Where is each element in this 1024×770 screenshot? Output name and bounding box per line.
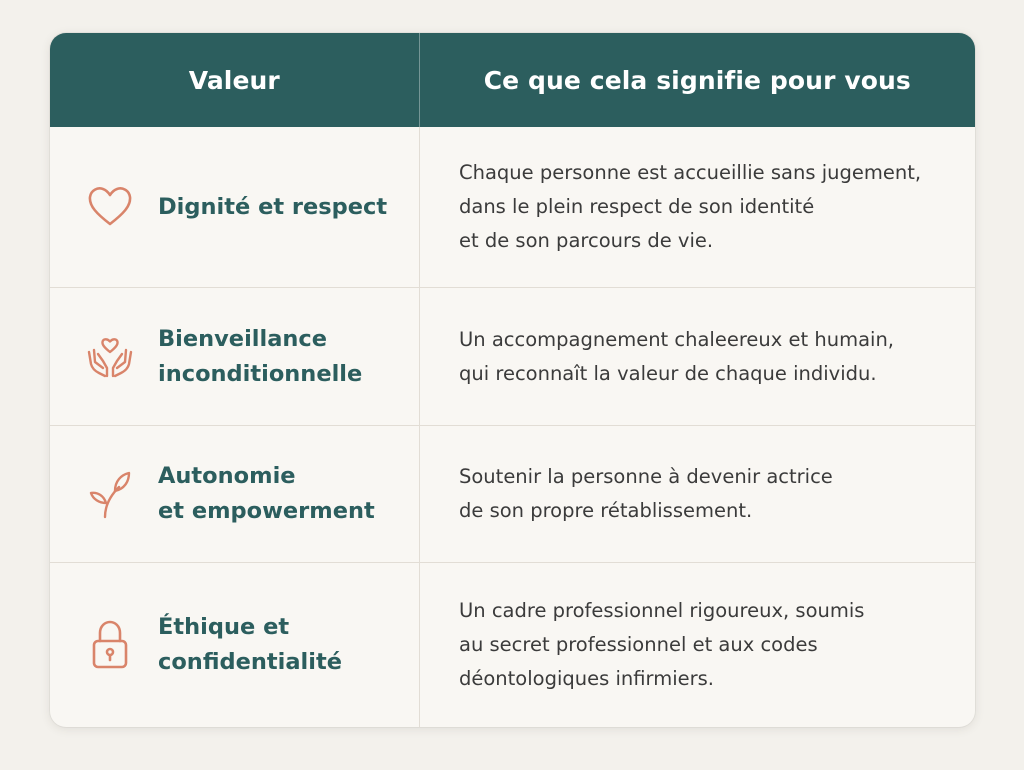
value-label: Dignité et respect: [158, 193, 388, 220]
value-cell: [50, 426, 419, 562]
table-row: [50, 127, 975, 288]
table-row: [50, 288, 975, 426]
meaning-cell: [419, 288, 975, 425]
padlock-icon: [82, 617, 138, 673]
value-cell: [50, 127, 419, 287]
value-cell: [50, 563, 419, 727]
header-meaning: Ce que cela signifie pour vous: [419, 33, 975, 127]
meaning-cell: [419, 127, 975, 287]
value-label: Autonomie et empowerment: [158, 463, 375, 524]
values-table: [50, 33, 975, 727]
caring-hands-icon: [82, 329, 138, 385]
meaning-text: Soutenir la personne à devenir actrice de son propre rétablissement.: [459, 465, 833, 522]
table-body: [50, 127, 975, 727]
value-label: Éthique et confidentialité: [158, 614, 342, 675]
meaning-cell: [419, 426, 975, 562]
meaning-text: Un accompagnement chaleereux et humain, qui reconnaît la valeur de chaque individu.: [459, 327, 895, 385]
heart-icon: [82, 179, 138, 235]
value-label: Bienveillance inconditionnelle: [158, 325, 363, 387]
table-header: [50, 33, 975, 127]
header-value: Valeur: [188, 65, 280, 95]
table-row: [50, 563, 975, 727]
table-row: [50, 426, 975, 563]
meaning-text: Chaque personne est accueillie sans jugement, dans le plein respect de son identité et de son parcours de vie.: [459, 161, 922, 252]
value-cell: [50, 288, 419, 425]
meaning-cell: [419, 563, 975, 727]
sprout-icon: [82, 466, 138, 522]
meaning-text: Un cadre professionnel rigoureux, soumis au secret professionnel et aux codes déontologiques infirmiers.: [459, 599, 865, 690]
